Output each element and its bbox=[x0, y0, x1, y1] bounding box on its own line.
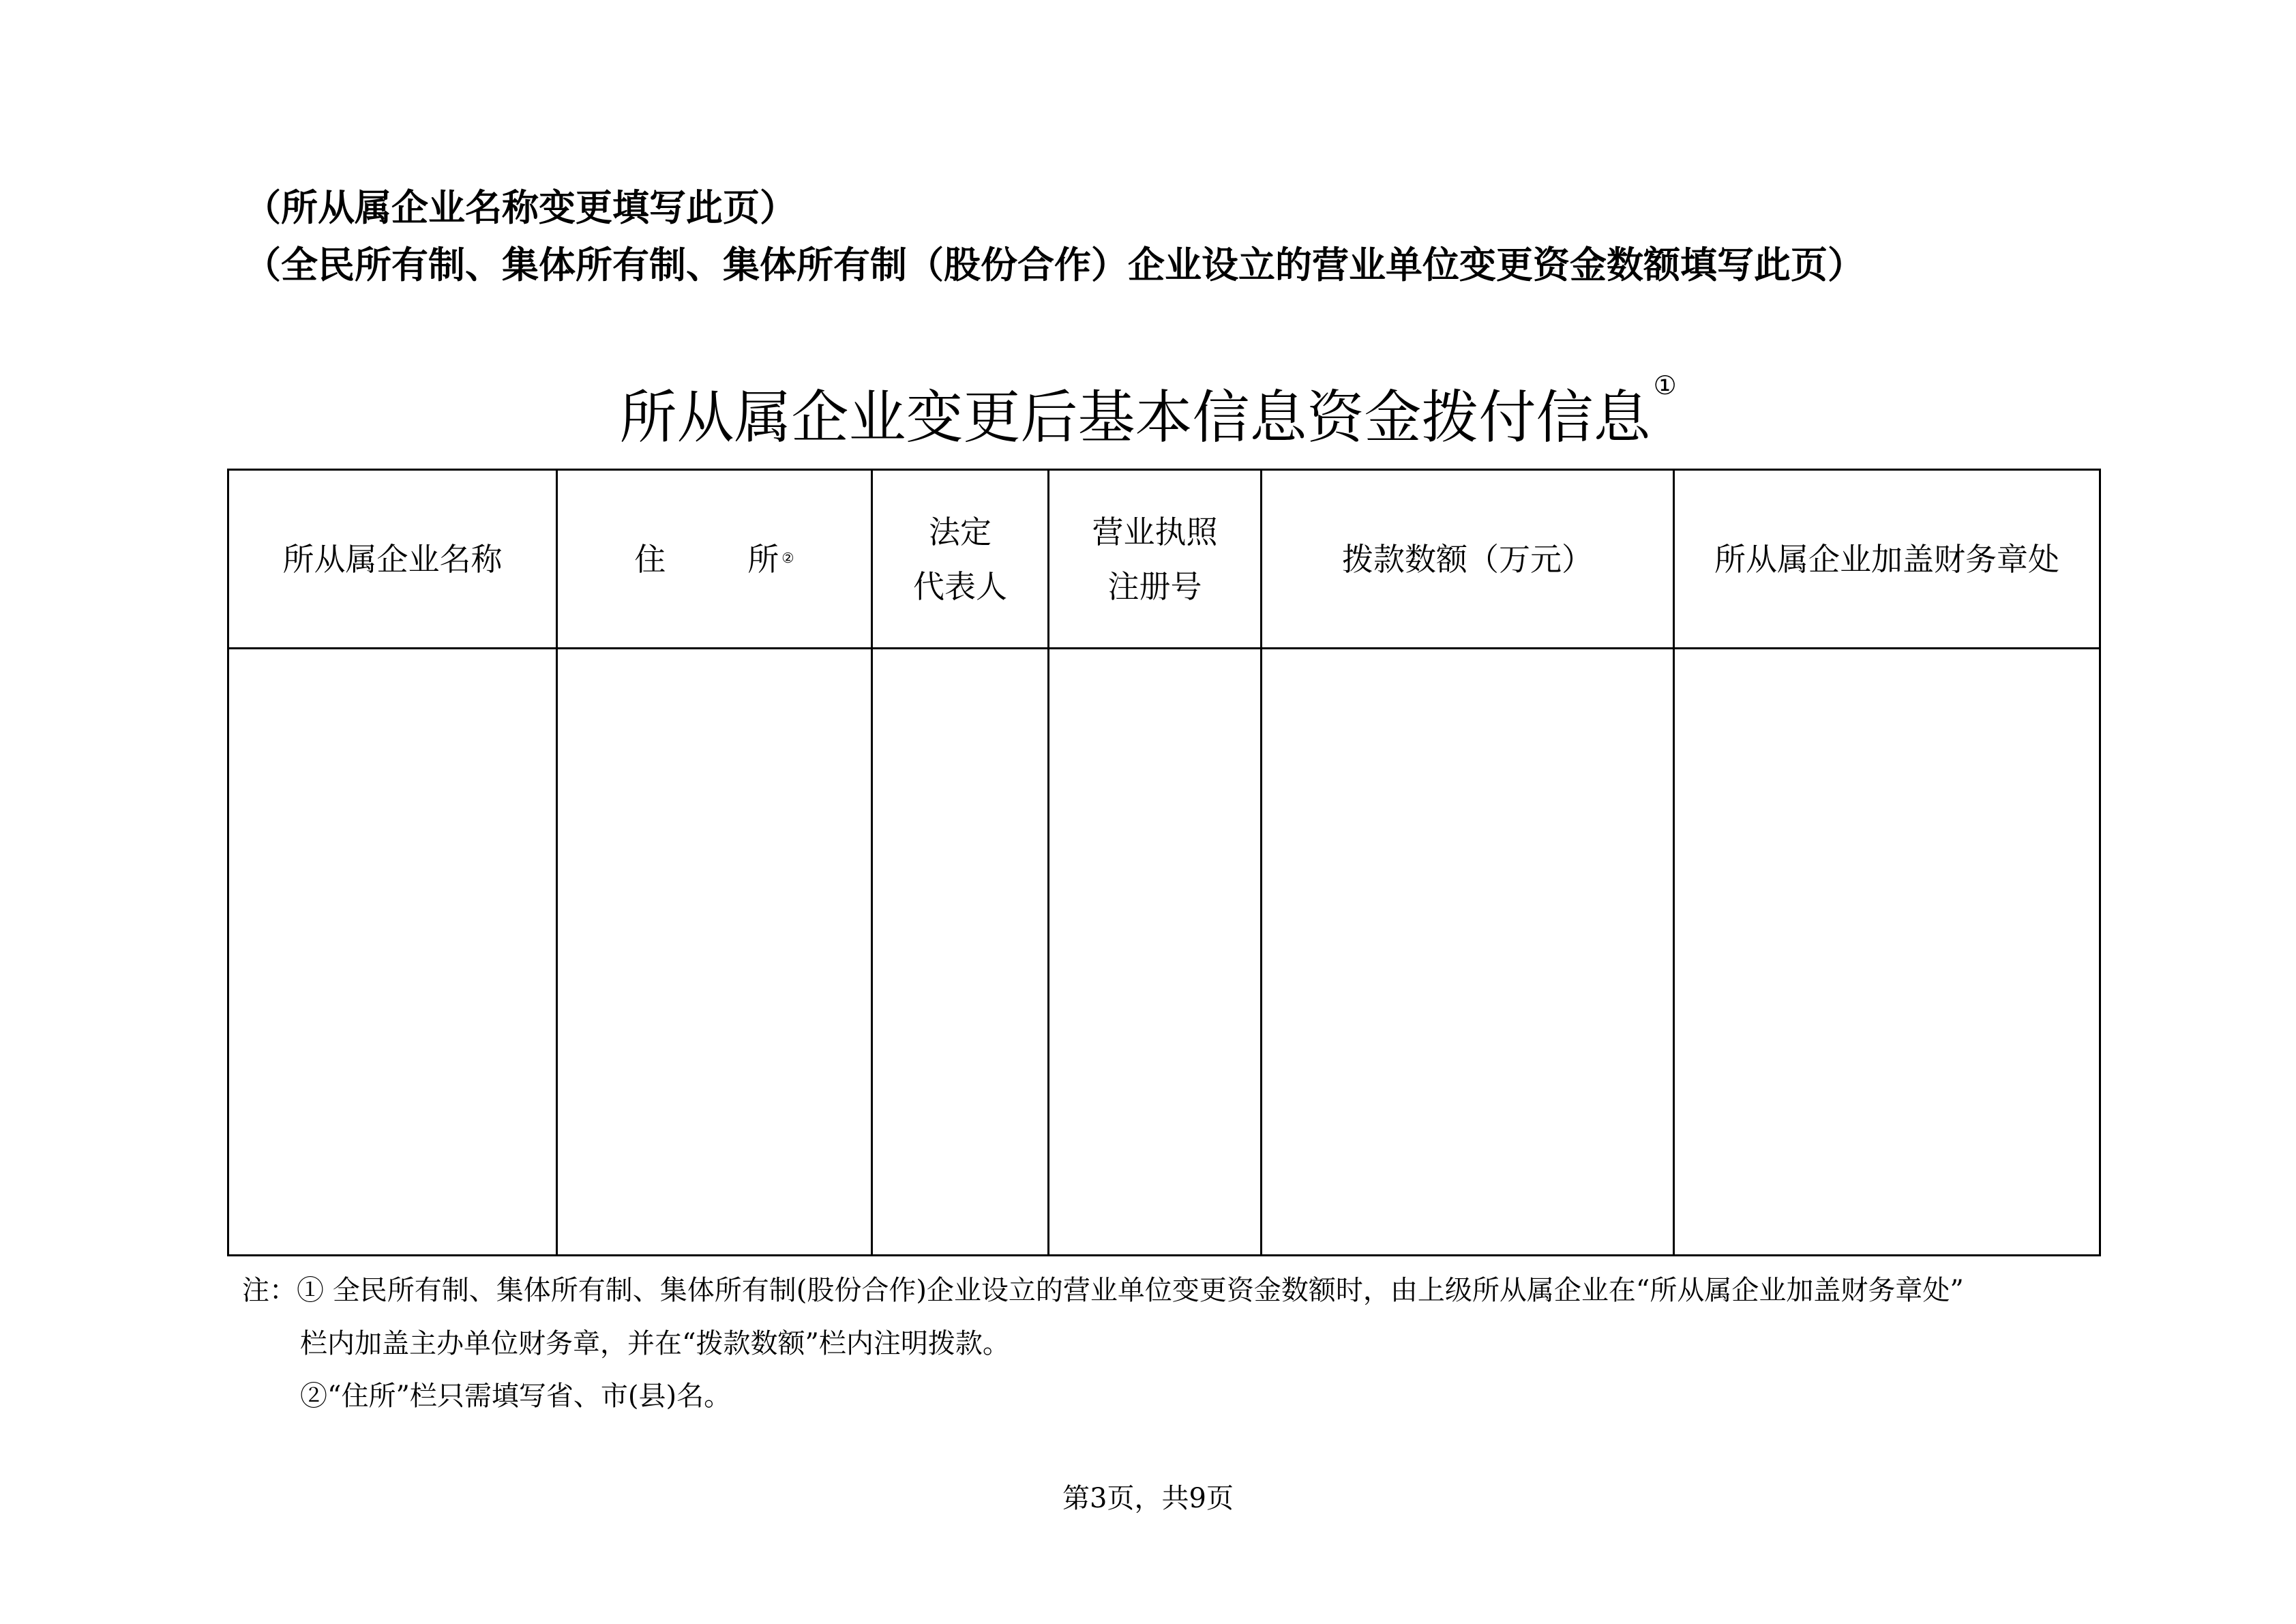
page-number: 第3页，共9页 bbox=[1062, 1483, 1234, 1514]
header-address-label-b: 所 bbox=[747, 540, 779, 578]
header-seal-label: 所从属企业加盖财务章处 bbox=[1714, 540, 2059, 578]
header-license-line2: 注册号 bbox=[1107, 567, 1202, 605]
header-company-name-label: 所从属企业名称 bbox=[282, 540, 503, 578]
header-amount bbox=[1262, 470, 1674, 649]
cell-company-name[interactable] bbox=[228, 649, 557, 1256]
cell-license-no[interactable] bbox=[1049, 649, 1262, 1256]
info-form-table bbox=[227, 469, 2101, 1256]
header-legal-rep-line2: 代表人 bbox=[913, 567, 1007, 605]
footnote-1: 注：① 全民所有制、集体所有制、集体所有制(股份合作)企业设立的营业单位变更资金数额时，由上级所从属企业在“所从属企业加盖财务章处” bbox=[242, 1275, 1964, 1306]
header-license-no bbox=[1049, 470, 1262, 649]
data-row bbox=[228, 649, 2100, 1256]
header-seal bbox=[1674, 470, 2100, 649]
cell-amount[interactable] bbox=[1262, 649, 1674, 1256]
header-row bbox=[228, 470, 2100, 649]
note-capital-change: （全民所有制、集体所有制、集体所有制（股份合作）企业设立的营业单位变更资金数额填写此页） bbox=[244, 243, 1864, 286]
header-license-line1: 营业执照 bbox=[1092, 513, 1218, 550]
cell-legal-rep[interactable] bbox=[872, 649, 1049, 1256]
header-address bbox=[557, 470, 872, 649]
header-amount-label: 拨款数额（万元） bbox=[1342, 540, 1593, 578]
header-legal-rep-line1: 法定 bbox=[929, 513, 992, 550]
title-footnote-mark: ① bbox=[1653, 370, 1677, 400]
cell-seal[interactable] bbox=[1674, 649, 2100, 1256]
form-title-text: 所从属企业变更后基本信息资金拨付信息 bbox=[619, 384, 1651, 451]
form-title bbox=[0, 372, 2296, 454]
note-company-name-change: （所从属企业名称变更填写此页） bbox=[244, 186, 796, 229]
footnote-1-continued: 栏内加盖主办单位财务章，并在“拨款数额”栏内注明拨款。 bbox=[300, 1328, 1010, 1359]
header-company-name bbox=[228, 470, 557, 649]
cell-address[interactable] bbox=[557, 649, 872, 1256]
footnote-2: ②“住所”栏只需填写省、市(县)名。 bbox=[300, 1381, 732, 1412]
header-address-label-a: 住 bbox=[634, 540, 666, 578]
address-footnote-mark: ② bbox=[781, 549, 794, 566]
header-legal-rep bbox=[872, 470, 1049, 649]
